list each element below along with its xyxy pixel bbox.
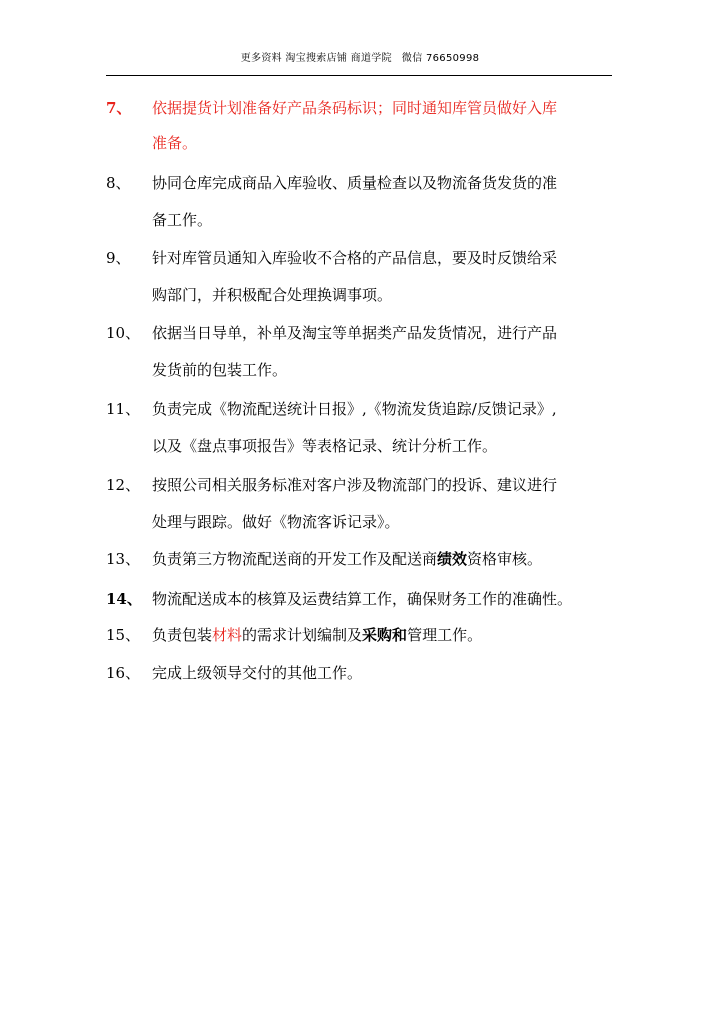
item-text: 依据当日导单，补单及淘宝等单据类产品发货情况，进行产品	[152, 324, 558, 342]
item-number: 8、	[106, 174, 131, 192]
item-text-red: 材料	[212, 626, 243, 644]
item-number: 14、	[106, 590, 142, 608]
item-number: 7、	[106, 99, 132, 117]
item-number: 13、	[106, 550, 141, 568]
item-text: 负责完成《物流配送统计日报》,《物流发货追踪/反馈记录》,	[152, 400, 557, 418]
header-rule	[106, 75, 612, 76]
item-text: 处理与跟踪。做好《物流客诉记录》。	[152, 513, 400, 531]
item-text-bold: 绩效	[437, 550, 468, 568]
item-text: 针对库管员通知入库验收不合格的产品信息，要及时反馈给采	[152, 249, 558, 267]
item-text	[152, 624, 482, 645]
item-number: 10、	[106, 324, 141, 342]
page-header	[0, 49, 720, 64]
item-number: 12、	[106, 476, 141, 494]
item-text-bold: 采购和	[362, 626, 408, 644]
item-text: 协同仓库完成商品入库验收、质量检查以及物流备货发货的准	[152, 174, 558, 192]
item-number: 9、	[106, 249, 131, 267]
item-number: 15、	[106, 626, 141, 644]
item-text	[152, 548, 542, 569]
header-text-wechat: 微信 76650998	[401, 53, 480, 64]
header-text-shop: 更多资料 淘宝搜索店铺 商道学院	[240, 53, 392, 64]
item-text-part: 资格审核。	[467, 550, 543, 568]
item-number: 11、	[106, 400, 141, 418]
item-text-part: 的需求计划编制及	[242, 626, 363, 644]
item-number: 16、	[106, 664, 141, 682]
item-text: 发货前的包装工作。	[152, 361, 288, 379]
item-text: 物流配送成本的核算及运费结算工作，确保财务工作的准确性。	[152, 590, 573, 608]
item-text: 准备。	[152, 134, 198, 152]
item-text: 完成上级领导交付的其他工作。	[152, 664, 363, 682]
item-text: 依据提货计划准备好产品条码标识；同时通知库管员做好入库	[152, 99, 558, 117]
item-text: 备工作。	[152, 211, 213, 229]
item-text: 购部门，并积极配合处理换调事项。	[152, 286, 393, 304]
item-text-part: 负责包装	[152, 626, 213, 644]
item-text: 以及《盘点事项报告》等表格记录、统计分析工作。	[152, 437, 498, 455]
item-text-part: 管理工作。	[407, 626, 483, 644]
item-text: 按照公司相关服务标准对客户涉及物流部门的投诉、建议进行	[152, 476, 558, 494]
item-text-part: 负责第三方物流配送商的开发工作及配送商	[152, 550, 438, 568]
